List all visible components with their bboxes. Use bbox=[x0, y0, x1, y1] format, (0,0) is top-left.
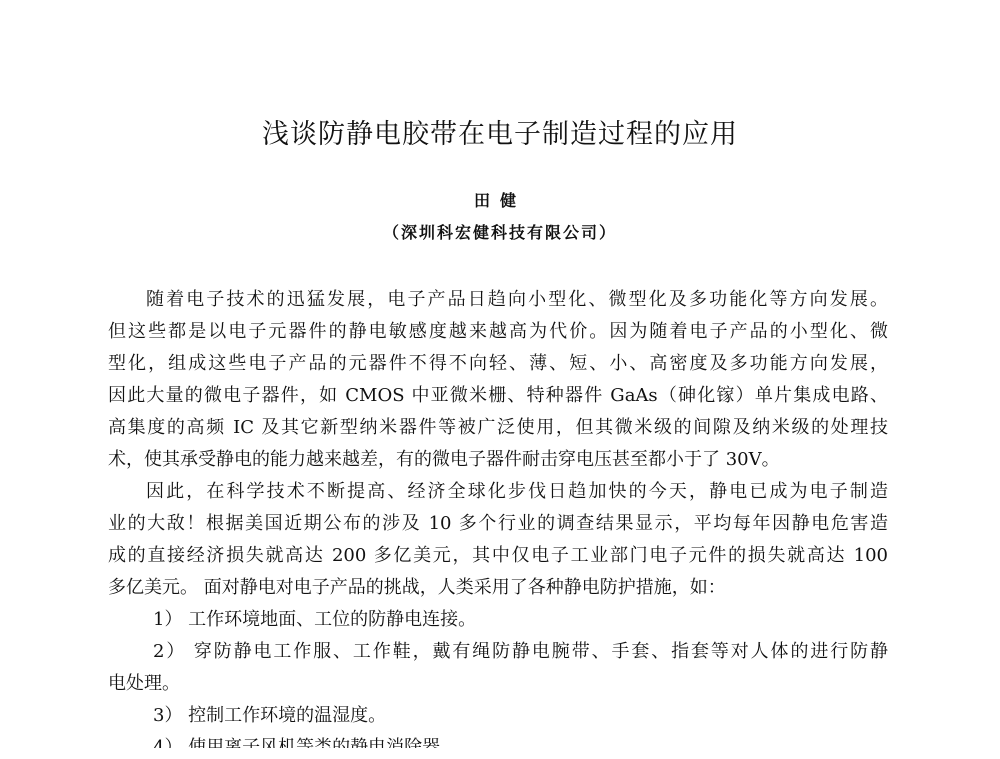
page-bottom-edge bbox=[0, 748, 1000, 759]
list-item-3: 3） 控制工作环境的温湿度。 bbox=[153, 705, 387, 726]
paragraph-1-line-4: 因此大量的微电子器件，如 CMOS 中亚微米栅、特种器件 GaAs（砷化镓）单片集成电路、 bbox=[108, 385, 888, 406]
paragraph-2-line-4: 多亿美元。 面对静电对电子产品的挑战，人类采用了各种静电防护措施，如： bbox=[108, 577, 726, 598]
paragraph-1-line-6: 术，使其承受静电的能力越来越差，有的微电子器件耐击穿电压甚至都小于了 30V。 bbox=[108, 449, 780, 470]
paragraph-2-line-1: 因此，在科学技术不断提高、经济全球化步伐日趋加快的今天，静电已成为电子制造 bbox=[146, 481, 888, 502]
paragraph-1-line-2: 但这些都是以电子元器件的静电敏感度越来越高为代价。因为随着电子产品的小型化、微 bbox=[108, 321, 888, 342]
author-affiliation: （深圳科宏健科技有限公司） bbox=[382, 223, 617, 242]
list-item-2-line-2: 电处理。 bbox=[108, 673, 180, 694]
author-name: 田健 bbox=[473, 191, 526, 210]
paragraph-2-line-2: 业的大敌！根据美国近期公布的涉及 10 多个行业的调查结果显示，平均每年因静电危害造 bbox=[108, 513, 888, 534]
paragraph-1-line-5: 高集度的高频 IC 及其它新型纳米器件等被广泛使用，但其微米级的间隙及纳米级的处理技 bbox=[108, 417, 888, 438]
document-title: 浅谈防静电胶带在电子制造过程的应用 bbox=[262, 119, 738, 150]
paragraph-1-line-1: 随着电子技术的迅猛发展，电子产品日趋向小型化、微型化及多功能化等方向发展。 bbox=[146, 289, 888, 310]
list-item-2-line-1: 2） 穿防静电工作服、工作鞋，戴有绳防静电腕带、手套、指套等对人体的进行防静 bbox=[153, 641, 888, 662]
paragraph-1-line-3: 型化，组成这些电子产品的元器件不得不向轻、薄、短、小、高密度及多功能方向发展， bbox=[108, 353, 888, 374]
list-item-1: 1） 工作环境地面、工位的防静电连接。 bbox=[153, 609, 477, 630]
paragraph-2-line-3: 成的直接经济损失就高达 200 多亿美元，其中仅电子工业部门电子元件的损失就高达 100 bbox=[108, 545, 888, 566]
